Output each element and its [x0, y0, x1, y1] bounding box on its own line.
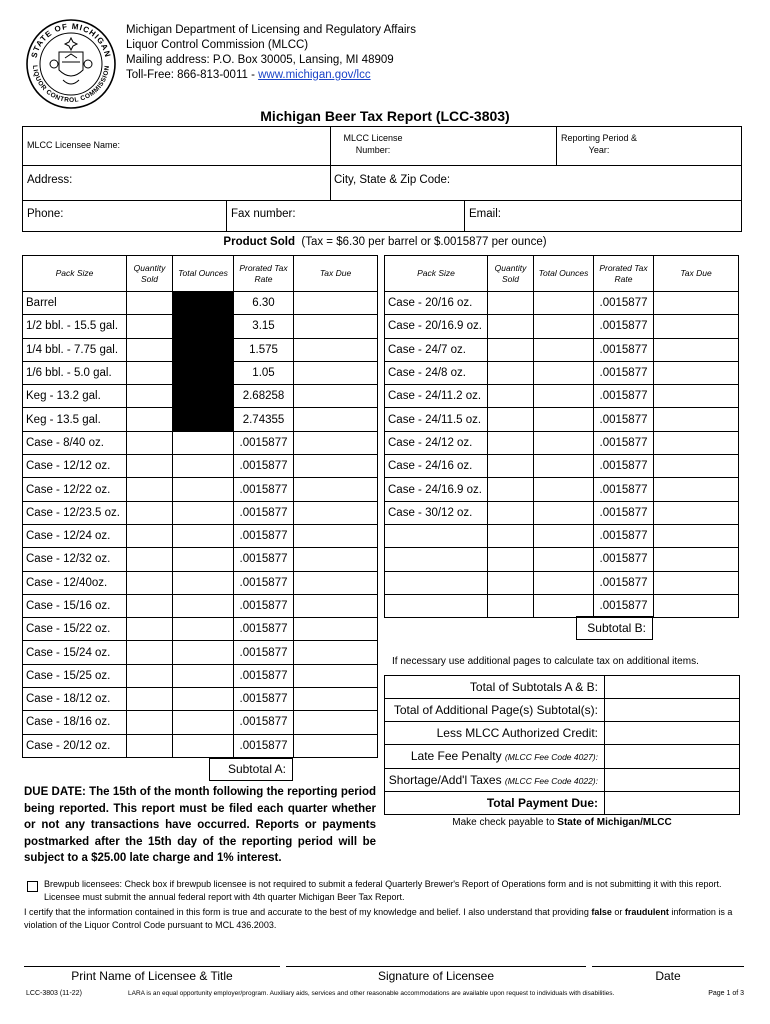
quantity-sold-cell[interactable] — [488, 338, 534, 361]
total-ounces-cell[interactable] — [173, 571, 234, 594]
quantity-sold-cell[interactable] — [127, 292, 173, 315]
payable-note — [384, 817, 740, 828]
print-name-label: Print Name of Licensee & Title — [71, 969, 233, 983]
tax-due-cell[interactable] — [654, 501, 739, 524]
divider — [384, 768, 740, 769]
table-row — [385, 571, 739, 594]
product-sold-heading — [0, 236, 770, 248]
tax-due-cell[interactable] — [294, 641, 378, 664]
quantity-sold-cell[interactable] — [127, 641, 173, 664]
quantity-sold-cell[interactable] — [488, 571, 534, 594]
total-ounces-cell[interactable] — [173, 292, 234, 315]
total-ounces-cell[interactable] — [534, 524, 594, 547]
fraudulent-word: fraudulent — [624, 907, 669, 917]
tax-due-cell[interactable] — [294, 548, 378, 571]
pack-size-cell: Case - 24/7 oz. — [385, 338, 488, 361]
tax-due-cell[interactable] — [654, 571, 739, 594]
city-state-zip-label: City, State & Zip Code: — [334, 174, 451, 186]
quantity-sold-cell[interactable] — [127, 385, 173, 408]
quantity-sold-cell[interactable] — [488, 501, 534, 524]
summary-box — [384, 675, 740, 815]
total-ounces-cell[interactable] — [173, 664, 234, 687]
tax-due-cell[interactable] — [294, 431, 378, 454]
total-ounces-cell[interactable] — [534, 594, 594, 617]
tax-due-cell[interactable] — [654, 455, 739, 478]
total-ounces-cell[interactable] — [173, 338, 234, 361]
prorated-rate-cell: .0015877 — [234, 688, 294, 711]
table-row — [385, 524, 739, 547]
divider — [604, 675, 605, 815]
toll-free-text: Toll-Free: 866-813-0011 - — [126, 69, 259, 81]
table-row — [385, 385, 739, 408]
table-row — [23, 361, 378, 384]
reporting-period-label: Reporting Period & Year: — [560, 133, 638, 155]
pack-size-cell: Case - 24/11.2 oz. — [385, 385, 488, 408]
pack-size-cell: Case - 20/16.9 oz. — [385, 315, 488, 338]
table-row — [23, 618, 378, 641]
quantity-sold-cell[interactable] — [488, 478, 534, 501]
toll-free-line — [126, 68, 371, 83]
quantity-sold-cell[interactable] — [127, 618, 173, 641]
product-sold-label: Product Sold — [223, 236, 295, 248]
table-header-row — [385, 256, 739, 292]
total-ounces-cell[interactable] — [173, 594, 234, 617]
agency-name: Michigan Department of Licensing and Regulatory Affairs — [126, 24, 417, 36]
table-row — [385, 431, 739, 454]
total-ounces-cell[interactable] — [173, 524, 234, 547]
pack-size-cell — [385, 571, 488, 594]
pack-size-cell: Case - 15/16 oz. — [23, 594, 127, 617]
prorated-rate-cell: .0015877 — [234, 641, 294, 664]
quantity-sold-cell[interactable] — [127, 408, 173, 431]
pack-size-cell: Case - 12/40oz. — [23, 571, 127, 594]
tax-due-cell[interactable] — [294, 361, 378, 384]
tax-due-cell[interactable] — [294, 292, 378, 315]
quantity-sold-cell[interactable] — [127, 478, 173, 501]
total-ounces-cell[interactable] — [534, 408, 594, 431]
total-ounces-cell[interactable] — [534, 548, 594, 571]
tax-due-cell[interactable] — [294, 501, 378, 524]
prorated-rate-cell: .0015877 — [594, 455, 654, 478]
signature-label: Signature of Licensee — [377, 969, 495, 983]
quantity-sold-cell[interactable] — [127, 361, 173, 384]
total-ounces-cell[interactable] — [173, 478, 234, 501]
tax-due-cell[interactable] — [294, 338, 378, 361]
prorated-rate-cell: .0015877 — [594, 478, 654, 501]
pack-size-cell: 1/2 bbl. - 15.5 gal. — [23, 315, 127, 338]
tax-due-cell[interactable] — [654, 548, 739, 571]
pack-size-header: Pack Size — [385, 256, 488, 292]
quantity-sold-cell[interactable] — [127, 664, 173, 687]
quantity-sold-cell[interactable] — [127, 688, 173, 711]
mailing-address: Mailing address: P.O. Box 30005, Lansing, MI 48909 — [126, 54, 394, 66]
prorated-rate-cell: .0015877 — [594, 361, 654, 384]
pack-size-cell: Case - 12/23.5 oz. — [23, 501, 127, 524]
quantity-sold-cell[interactable] — [127, 571, 173, 594]
pack-size-cell: Case - 24/8 oz. — [385, 361, 488, 384]
total-ounces-cell[interactable] — [173, 361, 234, 384]
pack-size-cell: Case - 15/25 oz. — [23, 664, 127, 687]
due-date-notice: DUE DATE: The 15th of the month following the reporting period being reported. This report must be filed each quarter whether or not any transactions have occurred. Reports or payments postmarked after the 15th day of the reporting period will be subject to a $25.00 late charge and 1% interest. — [24, 786, 376, 864]
prorated-rate-cell: .0015877 — [594, 548, 654, 571]
total-ounces-cell[interactable] — [534, 361, 594, 384]
form-title: Michigan Beer Tax Report (LCC-3803) — [260, 108, 510, 124]
page-number: Page 1 of 3 — [708, 990, 744, 997]
licensee-name-label: MLCC Licensee Name: — [27, 140, 121, 150]
brewpub-note: Brewpub licensees: Check box if brewpub licensee is not required to submit a federal Quarterly Brewer's Report of Operations form and is not submitting it with this report. Licensee must submit the annual federal report with 4th quarter Michigan Beer Tax Report. — [44, 879, 722, 902]
table-row — [385, 315, 739, 338]
total-ounces-cell[interactable] — [173, 618, 234, 641]
quantity-sold-cell[interactable] — [488, 361, 534, 384]
email-label: Email: — [469, 208, 501, 220]
table-row — [23, 734, 378, 757]
prorated-rate-cell: .0015877 — [594, 338, 654, 361]
divider — [384, 744, 740, 745]
tax-due-cell[interactable] — [654, 524, 739, 547]
prorated-rate-cell: .0015877 — [234, 524, 294, 547]
total-ounces-cell[interactable] — [173, 688, 234, 711]
quantity-sold-cell[interactable] — [488, 315, 534, 338]
quantity-sold-cell[interactable] — [488, 548, 534, 571]
tax-due-cell[interactable] — [294, 524, 378, 547]
tax-due-cell[interactable] — [294, 711, 378, 734]
late-fee-text: Late Fee Penalty — [410, 749, 502, 763]
quantity-sold-cell[interactable] — [127, 315, 173, 338]
prorated-rate-cell: 6.30 — [234, 292, 294, 315]
total-ounces-cell[interactable] — [534, 338, 594, 361]
prorated-rate-cell: .0015877 — [594, 431, 654, 454]
pack-size-cell: Barrel — [23, 292, 127, 315]
total-ounces-cell[interactable] — [534, 292, 594, 315]
certify-part2: information is a violation of the Liquor Control Code pursuant to MCL 436.2003. — [24, 907, 733, 930]
quantity-sold-cell[interactable] — [127, 711, 173, 734]
pack-size-cell: Case - 24/12 oz. — [385, 431, 488, 454]
tax-due-cell[interactable] — [294, 408, 378, 431]
quantity-sold-cell[interactable] — [488, 594, 534, 617]
tax-due-cell[interactable] — [294, 385, 378, 408]
quantity-sold-cell[interactable] — [488, 408, 534, 431]
quantity-sold-cell[interactable] — [488, 431, 534, 454]
pack-size-cell — [385, 594, 488, 617]
prorated-rate-cell: 3.15 — [234, 315, 294, 338]
table-row — [23, 641, 378, 664]
total-ounces-cell[interactable] — [534, 385, 594, 408]
additional-pages-note: If necessary use additional pages to calculate tax on additional items. — [392, 656, 699, 667]
tax-due-cell[interactable] — [294, 688, 378, 711]
subtotal-a-label: Subtotal A: — [209, 758, 293, 781]
total-ounces-cell[interactable] — [173, 455, 234, 478]
total-ounces-header: Total Ounces — [173, 256, 234, 292]
quantity-sold-cell[interactable] — [127, 548, 173, 571]
table-row — [23, 664, 378, 687]
pack-size-cell: Case - 18/12 oz. — [23, 688, 127, 711]
pack-size-cell: 1/6 bbl. - 5.0 gal. — [23, 361, 127, 384]
state-seal-logo — [25, 18, 117, 110]
license-number-label: MLCC License Number: — [343, 133, 403, 155]
prorated-rate-cell: .0015877 — [594, 408, 654, 431]
table-header-row — [23, 256, 378, 292]
divider — [384, 721, 740, 722]
total-subtotals-label: Total of Subtotals A & B: — [469, 680, 598, 694]
pack-size-cell: Keg - 13.2 gal. — [23, 385, 127, 408]
table-row — [23, 501, 378, 524]
divider — [330, 126, 331, 200]
prorated-rate-cell: .0015877 — [594, 385, 654, 408]
prorated-rate-cell: .0015877 — [234, 711, 294, 734]
quantity-sold-cell[interactable] — [488, 385, 534, 408]
pack-size-cell: Case - 24/16.9 oz. — [385, 478, 488, 501]
tax-due-cell[interactable] — [294, 455, 378, 478]
prorated-rate-cell: .0015877 — [234, 455, 294, 478]
website-link[interactable]: www.michigan.gov/lcc — [258, 69, 371, 81]
quantity-sold-cell[interactable] — [488, 292, 534, 315]
pack-size-cell — [385, 524, 488, 547]
print-name-field[interactable] — [24, 966, 280, 967]
prorated-rate-cell: .0015877 — [594, 292, 654, 315]
prorated-rate-cell: .0015877 — [594, 501, 654, 524]
pack-size-cell: Case - 12/12 oz. — [23, 455, 127, 478]
total-payment-due-label: Total Payment Due: — [486, 796, 598, 810]
seal-bottom-text: LIQUOR CONTROL COMMISSION — [30, 64, 112, 105]
divider — [384, 698, 740, 699]
prorated-rate-cell: .0015877 — [234, 431, 294, 454]
address-label: Address: — [27, 174, 73, 186]
quantity-sold-cell[interactable] — [488, 524, 534, 547]
table-row — [23, 338, 378, 361]
table-row — [385, 478, 739, 501]
total-ounces-header: Total Ounces — [534, 256, 594, 292]
shortage-code: (MLCC Fee Code 4022): — [504, 776, 598, 786]
total-ounces-cell[interactable] — [534, 478, 594, 501]
total-ounces-cell[interactable] — [173, 315, 234, 338]
total-ounces-cell[interactable] — [534, 455, 594, 478]
total-ounces-cell[interactable] — [173, 548, 234, 571]
table-row — [23, 548, 378, 571]
total-ounces-cell[interactable] — [173, 408, 234, 431]
pack-size-cell: 1/4 bbl. - 7.75 gal. — [23, 338, 127, 361]
quantity-sold-cell[interactable] — [127, 594, 173, 617]
quantity-sold-cell[interactable] — [127, 455, 173, 478]
prorated-rate-cell: 2.68258 — [234, 385, 294, 408]
pack-size-cell: Case - 12/22 oz. — [23, 478, 127, 501]
payable-prefix: Make check payable to — [452, 817, 558, 828]
date-label: Date — [655, 969, 681, 983]
pack-size-cell: Case - 24/16 oz. — [385, 455, 488, 478]
table-row — [23, 408, 378, 431]
table-row — [23, 711, 378, 734]
divider — [22, 165, 742, 166]
table-row — [385, 361, 739, 384]
table-row — [23, 455, 378, 478]
quantity-sold-cell[interactable] — [127, 431, 173, 454]
phone-label: Phone: — [27, 208, 64, 220]
total-ounces-cell[interactable] — [534, 501, 594, 524]
table-row — [385, 501, 739, 524]
date-field[interactable] — [592, 966, 744, 967]
table-row — [23, 688, 378, 711]
eeo-statement: LARA is an equal opportunity employer/program. Auxiliary aids, services and other reasonable accommodations are available upon request to individuals with disabilities. — [128, 990, 615, 997]
table-row — [385, 338, 739, 361]
divider — [464, 200, 465, 232]
table-row — [385, 408, 739, 431]
pack-size-cell: Case - 18/16 oz. — [23, 711, 127, 734]
tax-due-header: Tax Due — [294, 256, 378, 292]
table-row — [23, 385, 378, 408]
table-row — [23, 315, 378, 338]
quantity-sold-header: Quantity Sold — [127, 256, 173, 292]
prorated-rate-cell: .0015877 — [594, 524, 654, 547]
divider — [226, 200, 227, 232]
total-ounces-cell[interactable] — [534, 315, 594, 338]
total-ounces-cell[interactable] — [173, 385, 234, 408]
tax-due-header: Tax Due — [654, 256, 739, 292]
tax-due-cell[interactable] — [294, 315, 378, 338]
pack-size-cell: Case - 20/12 oz. — [23, 734, 127, 757]
quantity-sold-cell[interactable] — [127, 338, 173, 361]
tax-due-cell[interactable] — [654, 385, 739, 408]
product-table-b — [384, 255, 739, 618]
tax-due-cell[interactable] — [654, 594, 739, 617]
tax-due-cell[interactable] — [294, 571, 378, 594]
or-word: or — [611, 907, 625, 917]
quantity-sold-cell[interactable] — [488, 455, 534, 478]
prorated-rate-cell: 1.05 — [234, 361, 294, 384]
authorized-credit-label: Less MLCC Authorized Credit: — [436, 726, 598, 740]
total-ounces-cell[interactable] — [173, 641, 234, 664]
late-fee-code: (MLCC Fee Code 4027): — [504, 752, 598, 762]
total-ounces-cell[interactable] — [173, 711, 234, 734]
pack-size-cell: Case - 24/11.5 oz. — [385, 408, 488, 431]
pack-size-cell: Case - 15/22 oz. — [23, 618, 127, 641]
tax-due-cell[interactable] — [294, 594, 378, 617]
total-ounces-cell[interactable] — [173, 734, 234, 757]
prorated-tax-rate-header: Prorated Tax Rate — [234, 256, 294, 292]
subtotal-b-label: Subtotal B: — [576, 616, 653, 640]
tax-due-cell[interactable] — [294, 734, 378, 757]
form-id: LCC-3803 (11-22) — [26, 990, 82, 997]
tax-due-cell[interactable] — [294, 664, 378, 687]
pack-size-cell: Case - 15/24 oz. — [23, 641, 127, 664]
shortage-label — [384, 773, 598, 787]
total-ounces-cell[interactable] — [534, 431, 594, 454]
prorated-rate-cell: 2.74355 — [234, 408, 294, 431]
prorated-tax-rate-header: Prorated Tax Rate — [594, 256, 654, 292]
table-row — [385, 455, 739, 478]
table-row — [23, 594, 378, 617]
table-row — [23, 478, 378, 501]
prorated-rate-cell: .0015877 — [234, 594, 294, 617]
certify-part1: I certify that the information contained in this form is true and accurate to the best of my knowledge and belief. I also understand that providing — [24, 907, 592, 917]
total-ounces-cell[interactable] — [173, 501, 234, 524]
tax-due-cell[interactable] — [654, 431, 739, 454]
product-table-a — [22, 255, 378, 758]
tax-due-cell[interactable] — [294, 618, 378, 641]
tax-rate-note: (Tax = $6.30 per barrel or $.0015877 per ounce) — [301, 236, 547, 248]
tax-due-cell[interactable] — [654, 408, 739, 431]
tax-due-cell[interactable] — [654, 315, 739, 338]
prorated-rate-cell: 1.575 — [234, 338, 294, 361]
false-word: false — [591, 907, 612, 917]
quantity-sold-cell[interactable] — [127, 734, 173, 757]
prorated-rate-cell: .0015877 — [234, 501, 294, 524]
tax-due-cell[interactable] — [654, 478, 739, 501]
seal-top-text: STATE OF MICHIGAN — [29, 21, 113, 59]
table-row — [23, 431, 378, 454]
table-row — [385, 292, 739, 315]
fax-label: Fax number: — [231, 208, 296, 220]
tax-due-cell[interactable] — [654, 361, 739, 384]
prorated-rate-cell: .0015877 — [234, 618, 294, 641]
brewpub-checkbox[interactable] — [27, 881, 38, 892]
tax-due-cell[interactable] — [294, 478, 378, 501]
tax-due-cell[interactable] — [654, 292, 739, 315]
prorated-rate-cell: .0015877 — [234, 548, 294, 571]
table-row — [385, 548, 739, 571]
tax-due-cell[interactable] — [654, 338, 739, 361]
prorated-rate-cell: .0015877 — [594, 594, 654, 617]
pack-size-header: Pack Size — [23, 256, 127, 292]
table-row — [23, 571, 378, 594]
pack-size-cell: Case - 12/24 oz. — [23, 524, 127, 547]
pack-size-cell: Case - 30/12 oz. — [385, 501, 488, 524]
pack-size-cell — [385, 548, 488, 571]
prorated-rate-cell: .0015877 — [594, 315, 654, 338]
pack-size-cell: Keg - 13.5 gal. — [23, 408, 127, 431]
payable-to: State of Michigan/MLCC — [557, 817, 672, 828]
table-row — [23, 524, 378, 547]
prorated-rate-cell: .0015877 — [234, 664, 294, 687]
quantity-sold-header: Quantity Sold — [488, 256, 534, 292]
prorated-rate-cell: .0015877 — [234, 571, 294, 594]
certification-statement — [24, 906, 744, 932]
signature-field[interactable] — [286, 966, 586, 967]
divider — [384, 791, 740, 792]
total-ounces-cell[interactable] — [534, 571, 594, 594]
pack-size-cell: Case - 8/40 oz. — [23, 431, 127, 454]
additional-pages-subtotal-label: Total of Additional Page(s) Subtotal(s): — [393, 703, 598, 717]
quantity-sold-cell[interactable] — [127, 501, 173, 524]
late-fee-label — [384, 749, 598, 763]
table-row — [23, 292, 378, 315]
prorated-rate-cell: .0015877 — [234, 478, 294, 501]
pack-size-cell: Case - 12/32 oz. — [23, 548, 127, 571]
quantity-sold-cell[interactable] — [127, 524, 173, 547]
total-ounces-cell[interactable] — [173, 431, 234, 454]
pack-size-cell: Case - 20/16 oz. — [385, 292, 488, 315]
table-row — [385, 594, 739, 617]
shortage-text: Shortage/Add'l Taxes — [388, 773, 502, 787]
commission-name: Liquor Control Commission (MLCC) — [126, 39, 309, 51]
prorated-rate-cell: .0015877 — [234, 734, 294, 757]
divider — [22, 200, 742, 201]
prorated-rate-cell: .0015877 — [594, 571, 654, 594]
